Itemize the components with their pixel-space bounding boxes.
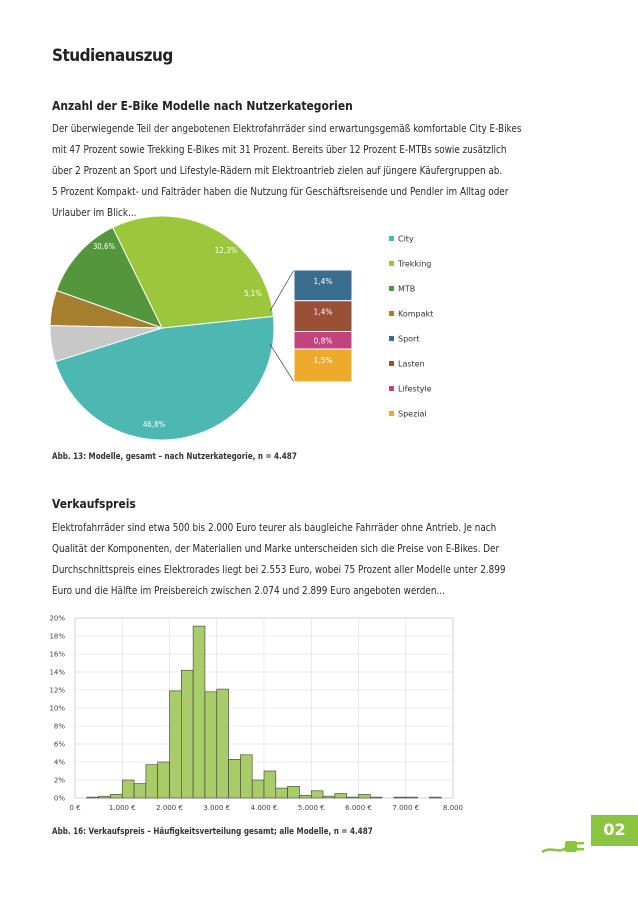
legend-swatch-trekking: [389, 261, 394, 266]
pie-chart: [0, 210, 638, 450]
legend-label-mtb: MTB: [398, 284, 416, 294]
page-number: 02: [603, 820, 626, 839]
legend-label-spezial: Spezial: [398, 409, 427, 419]
y-tick-label: 10%: [49, 704, 65, 713]
y-tick-label: 14%: [49, 668, 65, 677]
section-heading-categories: Anzahl der E-Bike Modelle nach Nutzerkategorien: [52, 98, 353, 113]
histogram-bar: [429, 797, 441, 798]
histogram-bar: [264, 771, 276, 798]
x-tick-label: 4.000 €: [250, 804, 278, 812]
page-number-badge: [591, 815, 638, 846]
text-line: mit 47 Prozent sowie Trekking E-Bikes mit 31 Prozent. Bereits über 12 Prozent E-MTBs sowie zusätzlich: [52, 144, 507, 156]
y-tick-label: 6%: [53, 740, 65, 749]
text-line: Elektrofahrräder sind etwa 500 bis 2.000 Euro teurer als baugleiche Fahrräder ohne Antrieb. Je nach: [52, 522, 497, 534]
histogram-bar: [110, 794, 122, 798]
x-tick-label: 5.000 €: [297, 804, 325, 812]
y-tick-label: 16%: [49, 650, 65, 659]
x-tick-label: 3.000 €: [203, 804, 231, 812]
histogram-bar: [323, 796, 335, 798]
breakout-label-lasten: 1,4%: [313, 307, 333, 317]
histogram-bar: [252, 780, 264, 798]
histogram-bar: [134, 784, 146, 798]
text-line: Durchschnittspreis eines Elektrorades liegt bei 2.553 Euro, wobei 75 Prozent aller Modelle unter 2.899: [52, 564, 506, 576]
connector-line-top: [270, 270, 294, 311]
histogram-bar: [359, 794, 371, 798]
connector-line-bottom: [270, 344, 294, 382]
histogram-bar: [240, 755, 252, 798]
y-tick-label: 18%: [49, 632, 65, 641]
text-line: über 2 Prozent an Sport und Lifestyle-Rädern mit Elektroantrieb zielen auf jüngere Käufergruppen ab.: [52, 165, 503, 177]
section-text-price: [52, 518, 585, 602]
text-line: Euro und die Hälfte im Preisbereich zwischen 2.074 und 2.899 Euro angeboten werden...: [52, 585, 445, 597]
x-tick-label: 2.000 €: [156, 804, 183, 812]
x-tick-label: 0 €: [69, 804, 81, 812]
histogram-bar: [122, 780, 134, 798]
legend-swatch-kompakt: [389, 311, 394, 316]
legend-swatch-lifestyle: [389, 386, 394, 391]
legend-label-lifestyle: Lifestyle: [398, 384, 432, 394]
breakout-label-spezial: 1,5%: [313, 356, 333, 366]
histogram-bar: [394, 797, 406, 798]
histogram-bar: [229, 759, 241, 798]
section-heading-price: Verkaufspreis: [52, 496, 136, 511]
histogram-bar: [347, 797, 359, 798]
histogram-bar: [181, 670, 193, 798]
histogram-bar: [288, 786, 300, 798]
histogram-bar: [146, 765, 158, 798]
histogram-bar: [335, 794, 347, 799]
y-tick-label: 4%: [53, 758, 65, 767]
legend-swatch-mtb: [389, 286, 394, 291]
histogram-bar: [205, 692, 217, 798]
y-tick-label: 8%: [53, 722, 65, 731]
histogram-bar: [217, 689, 229, 798]
y-tick-label: 12%: [49, 686, 65, 695]
y-tick-label: 0%: [53, 794, 65, 803]
pie-label-city: 46,8%: [142, 419, 166, 430]
legend-swatch-sport: [389, 336, 394, 341]
histogram-bar: [276, 788, 288, 798]
legend-label-lasten: Lasten: [398, 359, 425, 369]
x-tick-label: 6.000 €: [345, 804, 372, 812]
figure-caption-price: Abb. 16: Verkaufspreis – Häufigkeitsverteilung gesamt; alle Modelle, n = 4.487: [52, 826, 373, 836]
legend-label-sport: Sport: [398, 334, 420, 344]
x-tick-label: 7.000 €: [392, 804, 420, 812]
text-line: Urlauber im Blick...: [52, 207, 137, 219]
histogram-bar: [158, 762, 170, 798]
histogram-bar: [311, 791, 323, 798]
legend-label-kompakt: Kompakt: [398, 309, 434, 319]
legend-label-city: City: [398, 234, 414, 244]
pie-label-trekking: 30,6%: [92, 241, 116, 252]
breakout-segment-spezial: [294, 349, 352, 382]
histogram-bar: [170, 691, 182, 798]
page-title: Studienauszug: [52, 46, 173, 66]
pie-label-kompakt: 5,1%: [244, 288, 262, 299]
legend-swatch-city: [389, 236, 394, 241]
breakout-label-lifestyle: 0,8%: [313, 336, 333, 346]
x-tick-label: 1.000 €: [108, 804, 136, 812]
histogram-bar: [370, 797, 382, 798]
text-line: 5 Prozent Kompakt- und Falträder haben die Nutzung für Geschäftsreisende und Pendler im Alltag oder: [52, 186, 509, 198]
section-text-categories: [52, 119, 585, 224]
text-line: Der überwiegende Teil der angebotenen Elektrofahrräder sind erwartungsgemäß komfortable City E-Bikes: [52, 123, 522, 135]
histogram-bar: [299, 795, 311, 798]
y-tick-label: 20%: [49, 614, 65, 623]
legend-swatch-lasten: [389, 361, 394, 366]
histogram-bar: [193, 626, 205, 798]
pie-label-mtb: 12,3%: [214, 245, 238, 256]
x-tick-label: 8.000: [442, 804, 464, 812]
legend-swatch-spezial: [389, 411, 394, 416]
breakout-label-sport: 1,4%: [313, 277, 333, 286]
price-histogram: [0, 605, 638, 823]
y-tick-label: 2%: [53, 776, 65, 785]
figure-caption-categories: Abb. 13: Modelle, gesamt – nach Nutzerkategorie, n = 4.487: [52, 451, 297, 461]
histogram-bar: [87, 797, 99, 798]
text-line: Qualität der Komponenten, der Materialien und Marke unterscheiden sich die Preise von E-Bikes. Der: [52, 543, 500, 555]
plug-icon: [540, 828, 590, 858]
legend-label-trekking: Trekking: [398, 259, 432, 269]
histogram-bar: [99, 796, 111, 798]
histogram-bar: [406, 797, 418, 798]
